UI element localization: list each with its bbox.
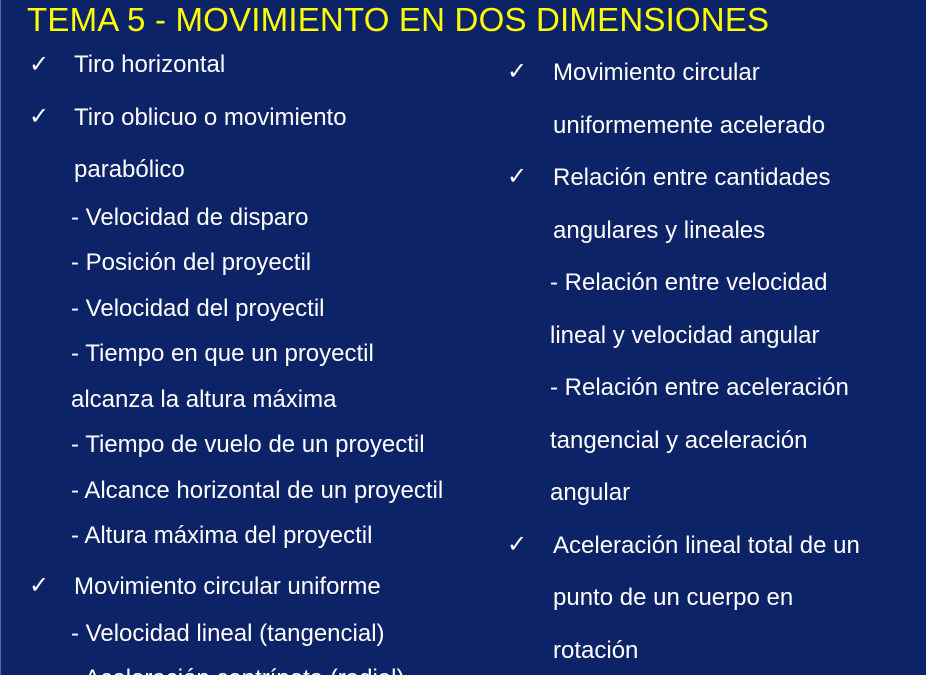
bullet-relacion-line2: angulares y lineales — [553, 217, 766, 244]
bullet-aceleracion-total-line3: rotación — [553, 637, 639, 664]
sub-relacion-velocidad-line2: lineal y velocidad angular — [550, 322, 820, 349]
sub-relacion-aceleracion-line1: - Relación entre aceleración — [550, 374, 849, 401]
bullet-tiro-oblicuo-line1: Tiro oblicuo o movimiento — [74, 104, 347, 131]
slide-title: TEMA 5 - MOVIMIENTO EN DOS DIMENSIONES — [27, 1, 770, 38]
sub-aceleracion-centripeta: - Aceleración centrípeta (radial) — [71, 665, 405, 692]
sub-relacion-aceleracion-line3: angular — [550, 479, 631, 506]
bullet-aceleracion-total-line1: Aceleración lineal total de un — [553, 532, 860, 559]
sub-tiempo-altura-line1: - Tiempo en que un proyectil — [71, 340, 374, 367]
sub-tiempo-vuelo: - Tiempo de vuelo de un proyectil — [71, 431, 425, 458]
bullet-tiro-horizontal: Tiro horizontal — [74, 51, 226, 78]
bullet-mcua-line1: Movimiento circular — [553, 59, 760, 86]
sub-alcance-horizontal: - Alcance horizontal de un proyectil — [71, 477, 444, 504]
sub-relacion-aceleracion-line2: tangencial y aceleración — [550, 427, 808, 454]
checkmark-icon: ✓ — [507, 57, 528, 85]
bullet-tiro-oblicuo-line2: parabólico — [74, 156, 185, 183]
sub-posicion-proyectil: - Posición del proyectil — [71, 249, 312, 276]
bullet-mcua-line2: uniformemente acelerado — [553, 112, 826, 139]
sub-velocidad-proyectil: - Velocidad del proyectil — [71, 295, 325, 322]
sub-relacion-velocidad-line1: - Relación entre velocidad — [550, 269, 828, 296]
bullet-aceleracion-total-line2: punto de un cuerpo en — [553, 584, 794, 611]
bullet-mcu: Movimiento circular uniforme — [74, 573, 381, 600]
checkmark-icon: ✓ — [29, 102, 50, 130]
checkmark-icon: ✓ — [507, 162, 528, 190]
checkmark-icon: ✓ — [29, 50, 50, 78]
bullet-relacion-line1: Relación entre cantidades — [553, 164, 831, 191]
sub-altura-maxima: - Altura máxima del proyectil — [71, 522, 373, 549]
checkmark-icon: ✓ — [507, 530, 528, 558]
sub-tiempo-altura-line2: alcanza la altura máxima — [71, 386, 337, 413]
checkmark-icon: ✓ — [29, 571, 50, 599]
sub-velocidad-disparo: - Velocidad de disparo — [71, 204, 309, 231]
sub-velocidad-lineal: - Velocidad lineal (tangencial) — [71, 620, 385, 647]
